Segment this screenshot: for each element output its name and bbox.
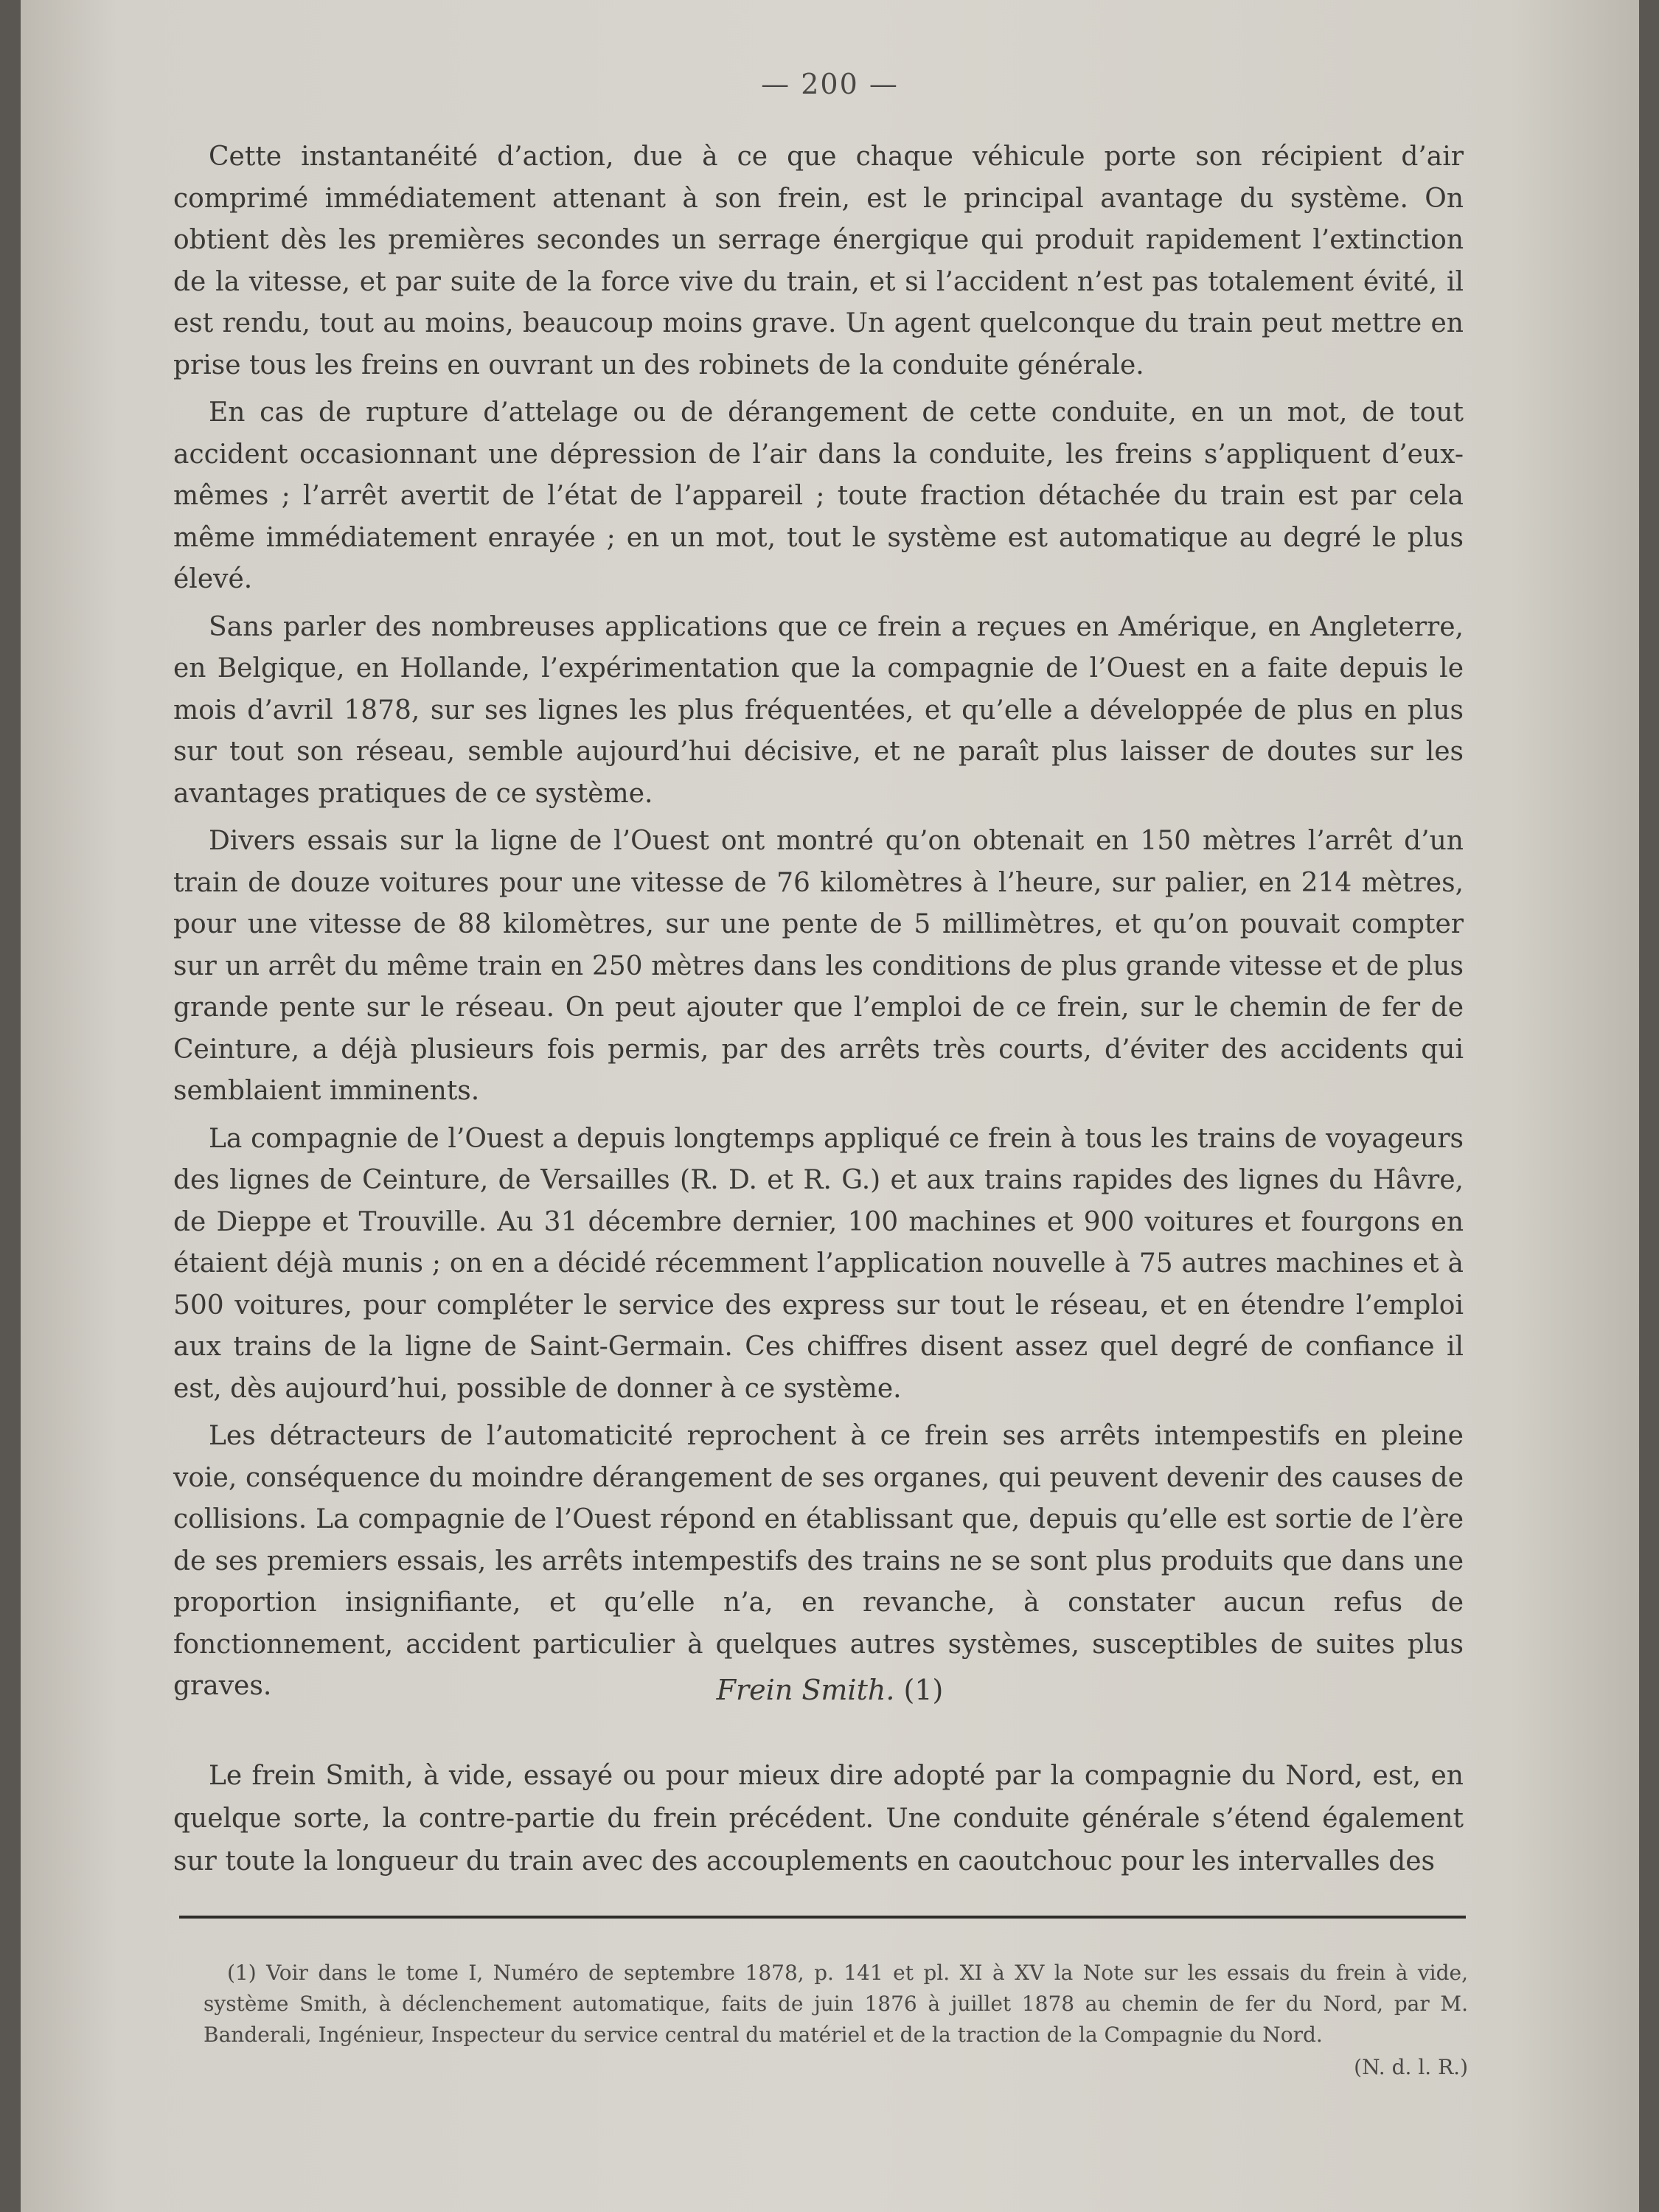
footnote-reference: (1) [903,1674,944,1706]
paragraph: Divers essais sur la ligne de l’Ouest ont montré qu’on obtenait en 150 mètres l’arrêt d’un train de douze voitures pour une vitesse de 76 kilomètres à l’heure, sur palier, en 214 mètres, pour une vitesse de 88 kilomètres, sur une pente de 5 millimètres, et qu’on pouvait compter sur un arrêt du même train en 250 mètres dans les conditions de plus grande vitesse et de plus grande pente sur le réseau. On peut ajouter que l’emploi de ce frein, sur le chemin de fer de Ceinture, a déjà plusieurs fois permis, par des arrêts très courts, d’éviter des accidents qui semblaient imminents. [173,826,1464,1106]
book-page [21,0,1639,2212]
section-title [21,1674,1639,1706]
editor-note: (N. d. l. R.) [1354,2055,1468,2079]
paragraph: En cas de rupture d’attelage ou de dérangement de cette conduite, en un mot, de tout accident occasionnant une dépression de l’air dans la conduite, les freins s’appliquent d’eux-mêmes ; l’arrêt avertit de l’état de l’appareil ; toute fraction détachée du train est par cela même immédiatement enrayée ; en un mot, tout le système est automatique au degré le plus élevé. [173,397,1464,594]
paragraph: Les détracteurs de l’automaticité reprochent à ce frein ses arrêts intempestifs en pleine voie, conséquence du moindre dérangement de ses organes, qui peuvent devenir des causes de collisions. La compagnie de l’Ouest répond en établissant que, depuis qu’elle est sortie de l’ère de ses premiers essais, les arrêts intempestifs des trains ne se sont plus produits que dans une proportion insignifiante, et qu’elle n’a, en revanche, à constater aucun refus de fonctionnement, accident particulier à quelques autres systèmes, susceptibles de suites plus graves. [173,1421,1464,1701]
footnote-divider [179,1916,1466,1919]
main-text [173,136,1464,1714]
paragraph: La compagnie de l’Ouest a depuis longtemps appliqué ce frein à tous les trains de voyageurs des lignes de Ceinture, de Versailles (R. D. et R. G.) et aux trains rapides des lignes du Hâvre, de Dieppe et Trouville. Au 31 décembre dernier, 100 machines et 900 voitures et fourgons en étaient déjà munis ; on en a décidé récemment l’application nouvelle à 75 autres machines et à 500 voitures, pour compléter le service des express sur tout le réseau, et en étendre l’emploi aux trains de la ligne de Saint-Germain. Ces chiffres disent assez quel degré de confiance il est, dès aujourd’hui, possible de donner à ce système. [173,1123,1464,1404]
footnote-text: (1) Voir dans le tome I, Numéro de septembre 1878, p. 141 et pl. XI à XV la Note sur les essais du frein à vide, système Smith, à déclenchement automatique, faits de juin 1876 à juillet 1878 au chemin de fer du Nord, par M. Banderali, Ingénieur, Inspecteur du service central du matériel et de la traction de la Compagnie du Nord. [204,1961,1468,2047]
section-title-text: Frein Smith. [716,1674,895,1706]
paragraph: Sans parler des nombreuses applications que ce frein a reçues en Amérique, en Angleterre, en Belgique, en Hollande, l’expérimentation que la compagnie de l’Ouest en a faite depuis le mois d’avril 1878, sur ses lignes les plus fréquentées, et qu’elle a développée de plus en plus sur tout son réseau, semble aujourd’hui décisive, et ne paraît plus laisser de doutes sur les avantages pratiques de ce système. [173,611,1464,809]
paragraph: Le frein Smith, à vide, essayé ou pour mieux dire adopté par la compagnie du Nord, est, en quelque sorte, la contre-partie du frein précédent. Une conduite générale s’étend également sur toute la longueur du train avec des accouplements en caoutchouc pour les intervalles des [173,1761,1464,1877]
page-number: — 200 — [761,68,899,100]
section-text [173,1755,1464,1883]
footnote [204,1958,1468,2083]
paragraph: Cette instantanéité d’action, due à ce que chaque véhicule porte son récipient d’air comprimé immédiatement attenant à son frein, est le principal avantage du système. On obtient dès les premières secondes un serrage énergique qui produit rapidement l’extinction de la vitesse, et par suite de la force vive du train, et si l’accident n’est pas totalement évité, il est rendu, tout au moins, beaucoup moins grave. Un agent quelconque du train peut mettre en prise tous les freins en ouvrant un des robinets de la conduite générale. [173,142,1464,380]
